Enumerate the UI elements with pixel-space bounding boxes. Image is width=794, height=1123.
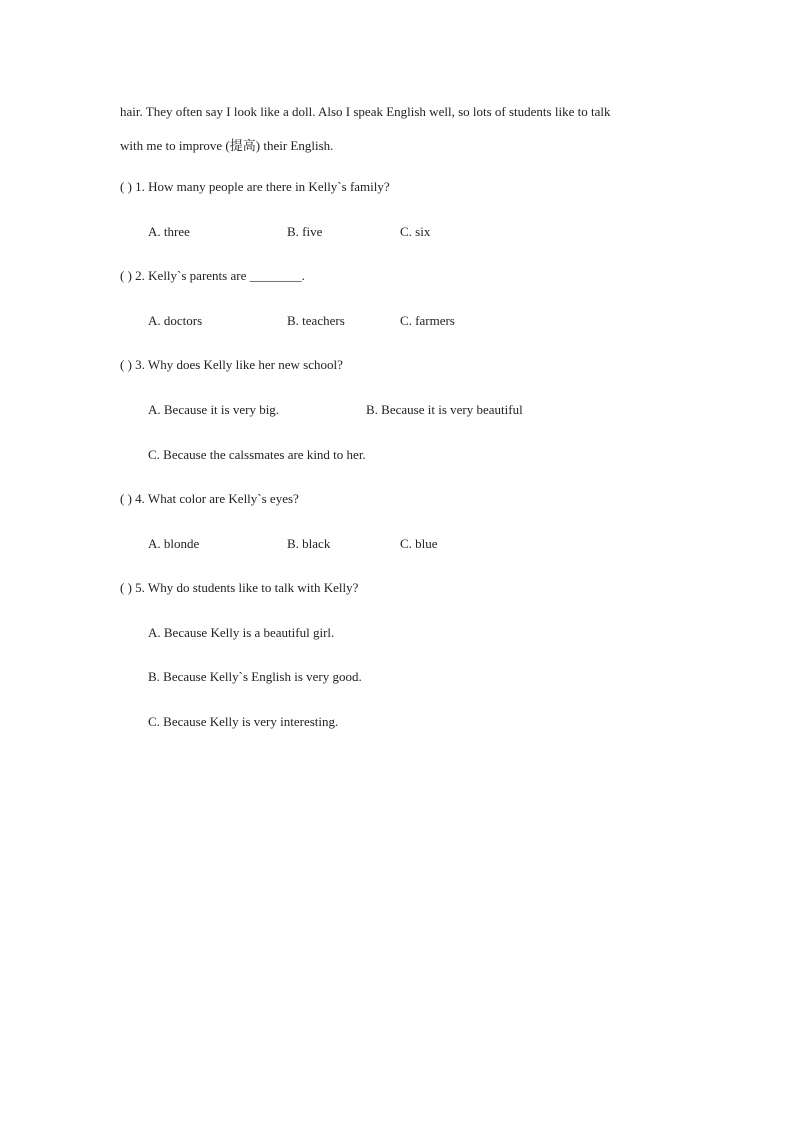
option-a: A. Because Kelly is a beautiful girl. [148, 625, 335, 640]
option-a: A. Because it is very big. [148, 402, 280, 417]
option-b: B. teachers [287, 313, 345, 328]
option-c: C. six [400, 224, 431, 239]
option-a: A. doctors [148, 313, 203, 328]
option-b: B. five [287, 224, 323, 239]
question-stem: ( ) 5. Why do students like to talk with Kelly? [120, 580, 359, 595]
question-stem: ( ) 2. Kelly`s parents are ________. [120, 268, 305, 283]
option-b: B. black [287, 536, 331, 551]
question-stem: ( ) 3. Why does Kelly like her new school? [120, 357, 343, 372]
option-b: B. Because it is very beautiful [366, 402, 523, 417]
question-stem: ( ) 1. How many people are there in Kelly`s family? [120, 179, 390, 194]
option-c: C. Because the calssmates are kind to her. [148, 447, 366, 462]
passage-line-1: hair. They often say I look like a doll. Also I speak English well, so lots of students like to talk [120, 104, 611, 119]
passage-line-2: with me to improve (提高) their English. [120, 138, 334, 153]
option-a: A. three [148, 224, 190, 239]
option-c: C. farmers [400, 313, 455, 328]
option-a: A. blonde [148, 536, 200, 551]
option-c: C. blue [400, 536, 438, 551]
question-stem: ( ) 4. What color are Kelly`s eyes? [120, 491, 299, 506]
option-c: C. Because Kelly is very interesting. [148, 714, 339, 729]
option-b: B. Because Kelly`s English is very good. [148, 669, 362, 684]
